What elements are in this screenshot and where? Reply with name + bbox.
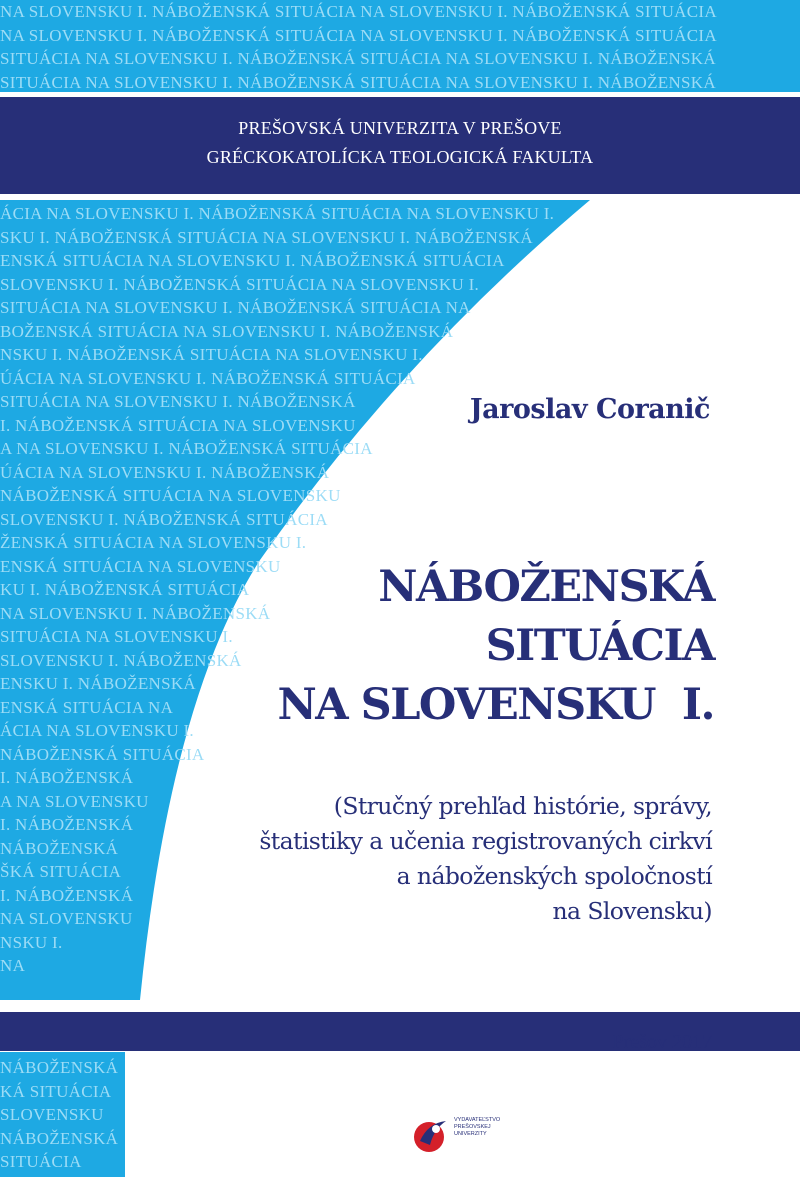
subtitle-line: štatistiky a učenia registrovaných cirkví	[259, 827, 712, 855]
faculty-name: GRÉCKOKATOLÍCKA TEOLOGICKÁ FAKULTA	[206, 147, 594, 167]
pattern-row: SITUÁCIA	[0, 1152, 82, 1171]
author-name: Jaroslav Coranič	[469, 394, 710, 425]
subtitle-line: na Slovensku)	[552, 897, 712, 925]
pattern-row: NÁBOŽENSKÁ	[0, 1128, 119, 1148]
university-name: PREŠOVSKÁ UNIVERZITA V PREŠOVE	[238, 118, 562, 138]
subtitle-line: a náboženských spoločností	[396, 862, 712, 890]
pattern-row: NA SLOVENSKU I. NÁBOŽENSKÁ SITUÁCIA NA SLOVENSKU I. NÁBOŽENSKÁ SITUÁCIA	[0, 2, 717, 21]
pattern-row: ENSKU I. NÁBOŽENSKÁ	[0, 674, 197, 693]
pattern-row: NA SLOVENSKU	[0, 909, 133, 928]
pattern-row: SLOVENSKU I. NÁBOŽENSKÁ SITUÁCIA NA SLOVENSKU I.	[0, 274, 480, 294]
place-year: Prešov 2017	[612, 1031, 712, 1053]
pattern-row: SITUÁCIA NA SLOVENSKU I.	[0, 627, 233, 646]
publisher-line: UNIVERZITY	[454, 1131, 487, 1137]
pattern-row: ENSKÁ SITUÁCIA NA	[0, 697, 174, 717]
pattern-row: ÚÁCIA NA SLOVENSKU I. NÁBOŽENSKÁ SITUÁCIA	[0, 368, 416, 388]
title-line: NA SLOVENSKU I.	[277, 680, 714, 730]
publisher-line: VYDAVATEĽSTVO	[454, 1117, 501, 1123]
pattern-row: SLOVENSKU I. NÁBOŽENSKÁ SITUÁCIA	[0, 509, 328, 529]
title-line: NÁBOŽENSKÁ	[378, 562, 714, 612]
pattern-row: SLOVENSKU	[0, 1105, 104, 1124]
pattern-row: ENSKÁ SITUÁCIA NA SLOVENSKU I. NÁBOŽENSKÁ SITUÁCIA	[0, 251, 505, 270]
pattern-row: SKU I. NÁBOŽENSKÁ SITUÁCIA NA SLOVENSKU I. NÁBOŽENSKÁ	[0, 227, 533, 247]
pattern-row: A NA SLOVENSKU I. NÁBOŽENSKÁ SITUÁCIA	[0, 439, 373, 458]
pattern-row: ŽENSKÁ SITUÁCIA NA SLOVENSKU I.	[0, 533, 307, 552]
publisher-mark	[412, 1115, 552, 1155]
pattern-row: SITUÁCIA NA SLOVENSKU I. NÁBOŽENSKÁ SITUÁCIA NA SLOVENSKU I. NÁBOŽENSKÁ	[0, 49, 716, 68]
pattern-row: SLOVENSKU I. NÁBOŽENSKÁ	[0, 650, 242, 670]
pattern-row: NA SLOVENSKU I. NÁBOŽENSKÁ	[0, 603, 271, 623]
pattern-row: SITUÁCIA NA SLOVENSKU I. NÁBOŽENSKÁ	[0, 392, 356, 411]
book-title	[278, 558, 715, 735]
pattern-row: ÚÁCIA NA SLOVENSKU I. NÁBOŽENSKÁ	[0, 462, 330, 482]
pattern-row: BOŽENSKÁ SITUÁCIA NA SLOVENSKU I. NÁBOŽENSKÁ	[0, 321, 454, 341]
pattern-row: NÁBOŽENSKÁ SITUÁCIA	[0, 744, 205, 764]
book-subtitle	[259, 789, 712, 929]
pattern-row: NSKU I. NÁBOŽENSKÁ SITUÁCIA NA SLOVENSKU I.	[0, 345, 423, 364]
pattern-row: ÁCIA NA SLOVENSKU I. NÁBOŽENSKÁ SITUÁCIA NA SLOVENSKU I.	[0, 204, 555, 223]
pattern-bottom	[0, 1056, 130, 1177]
title-line: SITUÁCIA	[485, 621, 714, 671]
publisher-name	[454, 1117, 524, 1138]
pattern-row: NÁBOŽENSKÁ	[0, 1058, 119, 1077]
pattern-row: NÁBOŽENSKÁ SITUÁCIA NA SLOVENSKU	[0, 486, 341, 505]
pattern-row: I. NÁBOŽENSKÁ	[0, 885, 134, 905]
pattern-top	[0, 0, 800, 92]
pattern-row: ŠKÁ SITUÁCIA	[0, 862, 122, 881]
pattern-row: NA SLOVENSKU I. NÁBOŽENSKÁ SITUÁCIA NA SLOVENSKU I. NÁBOŽENSKÁ SITUÁCIA	[0, 25, 717, 45]
pattern-row: SITUÁCIA NA SLOVENSKU I. NÁBOŽENSKÁ SITUÁCIA NA	[0, 298, 471, 317]
subtitle-line: (Stručný prehľad histórie, správy,	[333, 792, 712, 820]
pattern-row: A NA SLOVENSKU	[0, 791, 149, 811]
pattern-row: KU I. NÁBOŽENSKÁ SITUÁCIA	[0, 580, 250, 599]
publisher-line: PREŠOVSKEJ	[454, 1124, 491, 1130]
publisher-logo-icon	[412, 1115, 452, 1155]
pattern-row: SITUÁCIA NA SLOVENSKU I. NÁBOŽENSKÁ SITUÁCIA NA SLOVENSKU I. NÁBOŽENSKÁ	[0, 72, 716, 92]
pattern-row: I. NÁBOŽENSKÁ	[0, 768, 134, 787]
pattern-row: ÁCIA NA SLOVENSKU I.	[0, 721, 194, 740]
pattern-row: I. NÁBOŽENSKÁ	[0, 815, 134, 834]
pattern-row: NSKU I.	[0, 932, 63, 952]
pattern-row: KÁ SITUÁCIA	[0, 1081, 112, 1101]
pattern-row: NÁBOŽENSKÁ	[0, 838, 119, 858]
pattern-row: ENSKÁ SITUÁCIA NA SLOVENSKU	[0, 556, 281, 576]
pattern-row: NA	[0, 956, 26, 975]
pattern-row: I. NÁBOŽENSKÁ SITUÁCIA NA SLOVENSKU	[0, 415, 356, 435]
header-band	[0, 97, 800, 194]
